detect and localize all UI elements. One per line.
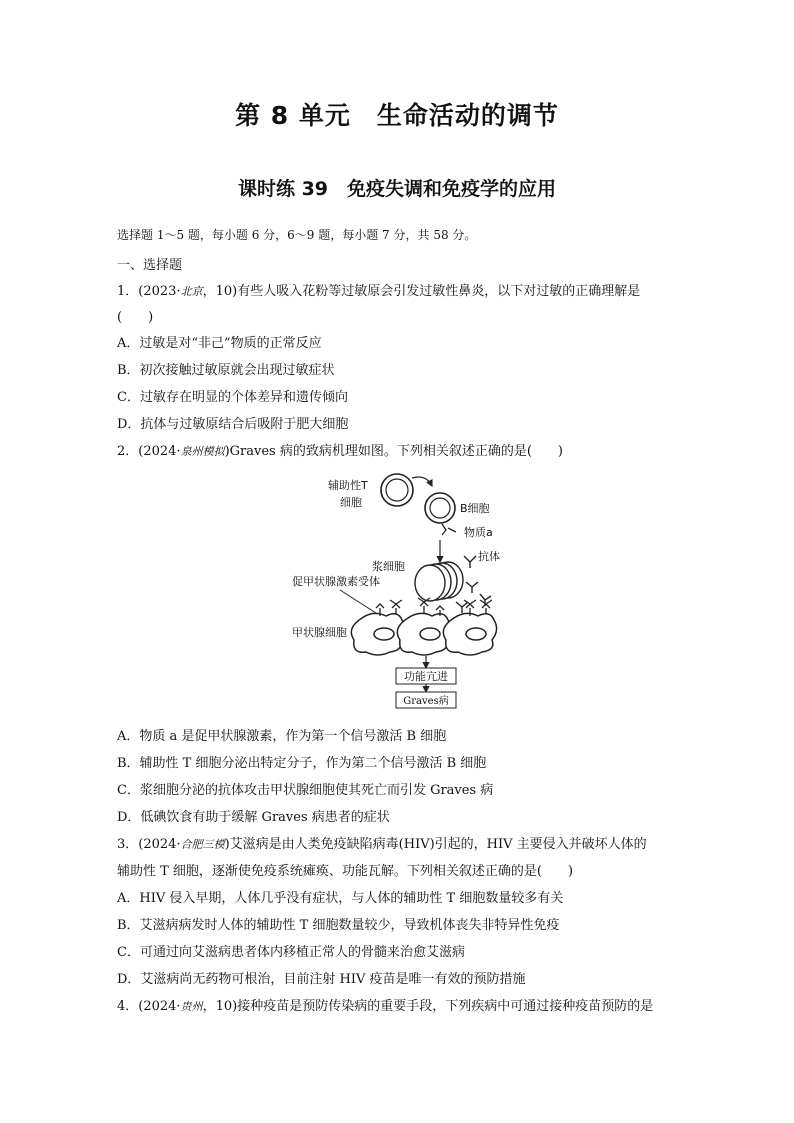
helper-t-cell-icon: [381, 474, 413, 506]
plasma-cell-label: 浆细胞: [372, 560, 405, 573]
option-b: B．艾滋病病发时人体的辅助性 T 细胞数量较少，导致机体丧失非特异性免疫: [117, 918, 560, 933]
substance-a-label: 物质a: [464, 526, 493, 539]
helper-t-label-2: 细胞: [340, 496, 362, 509]
graves-mechanism-diagram: [280, 470, 520, 710]
thyroid-cells-icon: [351, 613, 496, 655]
b-cell-icon: [425, 493, 455, 523]
helper-t-label: 辅助性T: [328, 479, 368, 492]
question-2-stem: [117, 440, 563, 459]
graves-label: Graves病: [403, 696, 449, 707]
question-text: 接种疫苗是预防传染病的重要手段，下列疾病中可通过接种疫苗预防的是: [237, 999, 654, 1014]
hyperfunction-label: 功能亢进: [404, 670, 448, 683]
question-number: 3．: [117, 837, 139, 852]
unit-title: 第 8 单元 生命活动的调节: [235, 101, 559, 130]
option-c: C．过敏存在明显的个体差异和遗传倾向: [117, 390, 348, 405]
question-4-stem: [117, 995, 653, 1014]
option-c: C．可通过向艾滋病患者体内移植正常人的骨髓来治愈艾滋病: [117, 945, 465, 960]
question-source: (2024·贵州，10): [138, 999, 238, 1014]
question-number: 1．: [117, 284, 139, 299]
diagram-svg: [280, 470, 520, 710]
option-d: D．艾滋病尚无药物可根治，目前注射 HIV 疫苗是唯一有效的预防措施: [117, 972, 526, 987]
option-b: B．辅助性 T 细胞分泌出特定分子，作为第二个信号激活 B 细胞: [117, 756, 487, 771]
question-number: 2．: [117, 444, 139, 459]
substance-a-icon: [442, 524, 456, 535]
receptor-pointer: [340, 590, 376, 613]
lesson-title: 课时练 39 免疫失调和免疫学的应用: [237, 178, 557, 200]
question-text: 艾滋病是由人类免疫缺陷病毒(HIV)引起的，HIV 主要侵入并破坏人体的: [229, 837, 647, 852]
question-source: (2024·泉州模拟): [138, 444, 230, 459]
option-c: C．浆细胞分泌的抗体攻击甲状腺细胞使其死亡而引发 Graves 病: [117, 783, 494, 798]
question-3-stem-cont: 辅助性 T 细胞，逐渐使免疫系统瘫痪、功能瓦解。下列相关叙述正确的是( ): [117, 864, 574, 879]
antibody-label: 抗体: [478, 550, 500, 563]
answer-bracket: ( ): [117, 310, 154, 325]
b-cell-label: B细胞: [460, 502, 490, 515]
plasma-cell-icon: [415, 562, 463, 601]
scoring-instructions: 选择题 1～5 题，每小题 6 分，6～9 题，每小题 7 分，共 58 分。: [117, 228, 477, 242]
option-a: A．HIV 侵入早期，人体几乎没有症状，与人体的辅助性 T 细胞数量较多有关: [117, 891, 564, 906]
option-a: A．过敏是对“非己”物质的正常反应: [117, 336, 322, 351]
thyroid-cell-label: 甲状腺细胞: [292, 626, 347, 639]
option-a: A．物质 a 是促甲状腺激素，作为第一个信号激活 B 细胞: [117, 729, 447, 744]
question-text: Graves 病的致病机理如图。下列相关叙述正确的是( ): [229, 444, 563, 459]
question-text: 有些人吸入花粉等过敏原会引发过敏性鼻炎，以下对过敏的正确理解是: [237, 284, 641, 299]
option-d: D．抗体与过敏原结合后吸附于肥大细胞: [117, 417, 349, 432]
option-b: B．初次接触过敏原就会出现过敏症状: [117, 363, 335, 378]
question-3-stem: [117, 833, 647, 852]
section-heading: 一、选择题: [117, 258, 183, 273]
question-source: (2024·合肥三模): [138, 837, 230, 852]
question-number: 4．: [117, 999, 139, 1014]
option-d: D．低碘饮食有助于缓解 Graves 病患者的症状: [117, 810, 390, 825]
question-1-stem: [117, 280, 640, 299]
tsh-receptor-label: 促甲状腺激素受体: [292, 575, 380, 588]
question-source: (2023·北京，10): [138, 284, 238, 299]
activation-arrow: [412, 477, 432, 486]
